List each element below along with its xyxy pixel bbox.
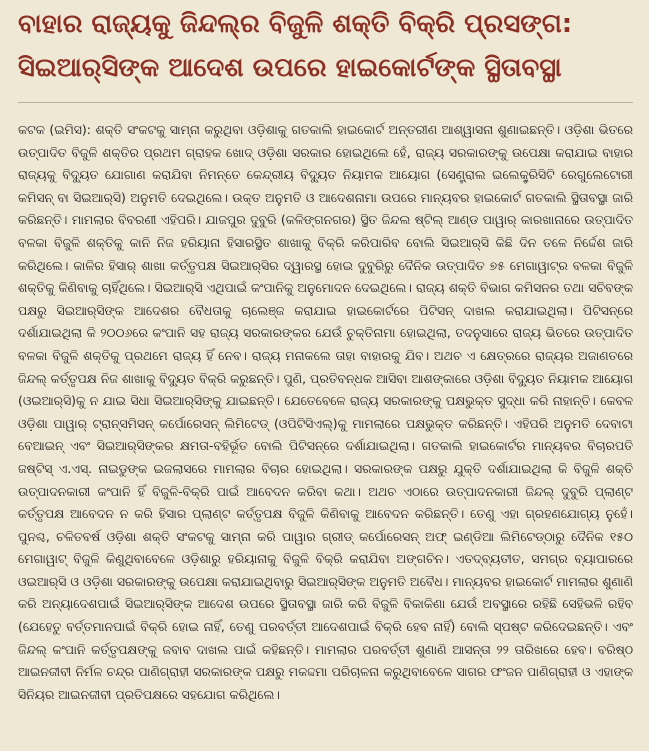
article-headline [18, 0, 633, 90]
headline-divider [18, 102, 633, 103]
headline-line-1: ବାହାର ରାଜ୍ୟକୁ ଜିନ୍ଦଲ୍‌ର ବିଜୁଳି ଶକ୍ତି ବିକ୍ରି ପ୍ରସଙ୍ଗ: [18, 9, 573, 39]
headline-line-2: ସିଇଆର୍‌ସିଙ୍କ ଆଦେଶ ଉପରେ ହାଇକୋର୍ଟଙ୍କ ସ୍ଥିତାବସ୍ଥା [18, 53, 562, 83]
article-body: କଟକ (ଇମିସ): ଶକ୍ତି ସଂକଟକୁ ସାମ୍ନା କରୁଥିବା ଓଡ଼ିଶାକୁ ଗତକାଲି ହାଇକୋର୍ଟ ଅନ୍ତରୀଣ ଆଶ୍ୱାସନା ଶୁଣାଇଛନ୍ତି। ଓଡ଼ିଶା ଭିତରେ ଉତ୍ପାଦିତ ବିଜୁଳି ଶକ୍ତିର ପ୍ରଥମ ଗ୍ରାହକ ଖୋଦ୍ ଓଡ଼ିଶା ସରକାର ହୋଇଥିଲେ ହେଁ, ରାଜ୍ୟ ସରକାରଙ୍କୁ ଉପେକ୍ଷା କରାଯାଇ ବାହାର ରାଜ୍ୟକୁ ବିଦ୍ୟୁତ ଯୋଗାଣ କରାଯିବା ନିମନ୍ତେ କେନ୍ଦ୍ରୀୟ ବିଦ୍ୟୁତ ନିୟାମକ ଆୟୋଗ (ସେଣ୍ଟ୍ରାଲ ଇଲେକ୍ଟ୍ରିସିଟି ରେଗୁଲେଟୋରୀ କମିସନ୍ ବା ସିଇଆର୍‌ସି) ଅନୁମତି ଦେଇଥିଲେ। ଉକ୍ତ ଅନୁମତି ଓ ଆଦେଶନାମା ଉପରେ ମାନ୍ୟବର ହାଇକୋର୍ଟ ଗତକାଲି ସ୍ଥିତାବସ୍ଥା ଜାରି କରିଛନ୍ତି। ମାମଲାର ବିବରଣୀ ଏହିପରି। ଯାଜପୁର ଦୁବୁରି (କଳିଙ୍ଗନଗର) ସ୍ଥିତ ଜିନ୍ଦଲ ଷ୍ଟିଲ୍ ଆଣ୍ଡ ପାୱାର୍ କାରଖାନାରେ ଉତ୍ପାଦିତ ବଳକା ବିଜୁଳି ଶକ୍ତିକୁ କାନି ନିଜ ହରିୟାନା ହିସାରସ୍ଥିତ ଶାଖାକୁ ବିକ୍ରି କରିପାରିବ ବୋଲି ସିଇଆର୍‌ସି କିଛି ଦିନ ତଳେ ନିର୍ଦ୍ଦେଶ ଜାରି କରିଥିଲେ। କାଳିର ହିସାର୍ ଶାଖା କର୍ତ୍ତୃପକ୍ଷ ସିଇଆର୍‌ସିର ଦ୍ୱାରସ୍ଥ ହୋଇ ଦୁବୁରିରୁ ଦୈନିକ ଉତ୍ପାଦିତ ୭୫ ମେଗାୱାଟ୍‌ର ବଳକା ବିଜୁଳି ଶକ୍ତିକୁ କିଣିବାକୁ ଚାହିଁଥିଲେ। ସିଇଆର୍‌ସି ଏଥିପାଇଁ କଂପାନିକୁ ଅନୁମୋଦନ ଦେଇଥିଲେ। ରାଜ୍ୟ ଶକ୍ତି ବିଭାଗ କମିସନର ତଥା ସଚିବଙ୍କ ପକ୍ଷରୁ ସିଇଆର୍‌ସିଙ୍କ ଆଦେଶର ବୈଧତାକୁ ଚାଲେଞ୍ଜ କରାଯାଇ ହାଇକୋର୍ଟରେ ପିଟିସନ୍ ଦାଖଲ କରାଯାଇଥିଲା। ପିଟିସନ୍‌ରେ ଦର୍ଶାଯାଇଥିଲା କି ୨୦୦୬ରେ କଂପାନି ସହ ରାଜ୍ୟ ସରକାରଙ୍କର ଯେଉଁ ଚୁକ୍ତିନାମା ହୋଇଥିଲା, ତଦନୁସାରେ ରାଜ୍ୟ ଭିତରେ ଉତ୍ପାଦିତ ବଳକା ବିଜୁଳି ଶକ୍ତିକୁ ପ୍ରଥମେ ରାଜ୍ୟ ହିଁ ନେବ। ରାଜ୍ୟ ମନାକଲେ ତାହା ବାହାରକୁ ଯିବ। ଅଥଚ ଏ କ୍ଷେତ୍ରରେ ରାଜ୍ୟର ଅଜାଣତରେ ଜିନ୍ଦଲ୍ କର୍ତ୍ତୃପକ୍ଷ ନିଜ ଶାଖାକୁ ବିଦ୍ୟୁତ ବିକ୍ରି କରୁଛନ୍ତି। ପୁଣି, ପ୍ରତିବନ୍ଧକ ଆସିବା ଆଶଙ୍କାରେ ଓଡ଼ିଶା ବିଦ୍ୟୁତ ନିୟାମକ ଆୟୋଗ (ଓଇଆର୍‌ସି)କୁ ନ ଯାଇ ସିଧା ସିଇଆର୍‌ସିଙ୍କୁ ଯାଇଛନ୍ତି। ଯେତେବେଳେ ରାଜ୍ୟ ସରକାରଙ୍କୁ ପକ୍ଷଭୁକ୍ତ ସୁଦ୍ଧା କରି ନାହାନ୍ତି। କେବଳ ଓଡ଼ିଶା ପାୱାର୍ ଟ୍ରାନ୍ସମିସନ୍ କର୍ପୋରେସନ୍ ଲିମିଟେଡ୍ (ଓପିଟିସିଏଲ୍)କୁ ମାମଲାରେ ପକ୍ଷଭୁକ୍ତ କରିଛନ୍ତି। ଏହିପରି ଅନୁମତି ଦେବାଟା ବେଆଇନ୍ ଏବଂ ସିଇଆର୍‌ସିଙ୍କର କ୍ଷମତା-ବହିର୍ଭୂତ ବୋଲି ପିଟିସନ୍‌ରେ ଦର୍ଶାଯାଇଥିଲା। ଗତକାଲି ହାଇକୋର୍ଟର ମାନ୍ୟବର ବିଚାରପତି ଜଷ୍ଟିସ୍ ଏ.ଏସ୍. ନାଇଡୁଙ୍କ ଇଜଲାସରେ ମାମଲାର ବିଚାର ହୋଇଥିଲା। ସରକାରଙ୍କ ପକ୍ଷରୁ ଯୁକ୍ତି ଦର୍ଶାଯାଇଥିଲା କି ବିଜୁଳି ଶକ୍ତି ଉତ୍ପାଦନକାରୀ କଂପାନି ହିଁ ବିଜୁଳି-ବିକ୍ରି ପାଇଁ ଆବେଦନ କରିବା କଥା। ଅଥଚ ଏଠାରେ ଉତ୍ପାଦନକାରୀ ଜିନ୍ଦଲ୍ ଦୁବୁରି ପ୍ଲାଣ୍ଟ କର୍ତ୍ତୃପକ୍ଷ ଆବେଦନ ନ କରି ହିସାର ପ୍ଲାଣ୍ଟ କର୍ତ୍ତୃପକ୍ଷ ବିଜୁଳି କିଣିବାକୁ ଆବେଦନ କରିଛନ୍ତି। ତେଣୁ ଏହା ଗ୍ରହଣଯୋଗ୍ୟ ନୁହେଁ। ପୁନଶ୍ଚ, ଚଳିତବର୍ଷ ଓଡ଼ିଶା ଶକ୍ତି ସଂକଟକୁ ସାମ୍ନା କରି ପାୱାର ଗ୍ରୀଡ୍ କର୍ପୋରେସନ୍ ଅଫ୍ ଇଣ୍ଡିଆ ଲିମିଟେଡ୍‌ଠାରୁ ଦୈନିକ ୧୫୦ ମେଗାୱାଟ୍ ବିଜୁଳି କିଣୁଥିବାବେଳେ ଓଡ଼ିଶାରୁ ହରିୟାନାକୁ ବିଜୁଳି ବିକ୍ରି କରାଯିବା ଅଙ୍ଗଚିନ। ଏତଦ୍‌ବ୍ୟତୀତ, ସମଗ୍ର ବ୍ୟାପାରରେ ଓଇଆର୍‌ସି ଓ ଓଡ଼ିଶା ସରକାରଙ୍କୁ ଉପେକ୍ଷା କରାଯାଇଥିବାରୁ ସିଇଆର୍‌ସିଙ୍କ ଅନୁମତି ଅବୈଧ। ମାନ୍ୟବର ହାଇକୋର୍ଟ ମାମଲାର ଶୁଣାଣି କରି ଅନ୍ୟାଦେଶପାଇଁ ସିଇଆର୍‌ସିଙ୍କ ଆଦେଶ ଉପରେ ସ୍ଥିତାବସ୍ଥା ଜାରି କରି ବିଜୁଳି ବିକାକିଣା ଯେଉଁ ଅବସ୍ଥାରେ ରହିଛି ସେହିଭଳି ରହିବ (ଯେହେତୁ ବର୍ତ୍ତମାନପାଇଁ ବିକ୍ରି ହୋଇ ନାହିଁ, ତେଣୁ ପରବର୍ତ୍ତୀ ଆଦେଶପାଇଁ ବିକ୍ରି ହେବ ନାହିଁ) ବୋଲି ସ୍ପଷ୍ଟ କରିଦେଇଛନ୍ତି। ଏବଂ ଜିନ୍ଦଲ୍ କଂପାନି କର୍ତ୍ତୃପକ୍ଷଙ୍କୁ ଜବାବ ଦାଖଲ ପାଇଁ କହିଛନ୍ତି। ମାମଲାର ପରବର୍ତ୍ତୀ ଶୁଣାଣି ଆସନ୍ତା ୨୨ ତାରିଖରେ ହେବ। ବରିଷ୍ଠ ଆଇନଜୀବୀ ନିର୍ମଳ ଚନ୍ଦ୍ର ପାଣିଗ୍ରାହୀ ସରକାରଙ୍କ ପକ୍ଷରୁ ମକଦ୍ଦମା ପରିଚାଳନା କରୁଥିବାବେଳେ ସାଗର ଫଂଜନ ପାଣିଗ୍ରାହୀ ଓ ଏହାଙ୍କ ସିନିୟର ଆଇନଜୀବୀ ପ୍ରତିପକ୍ଷରେ ସହଯୋଗ କରିଥିଲେ। [18, 122, 633, 702]
